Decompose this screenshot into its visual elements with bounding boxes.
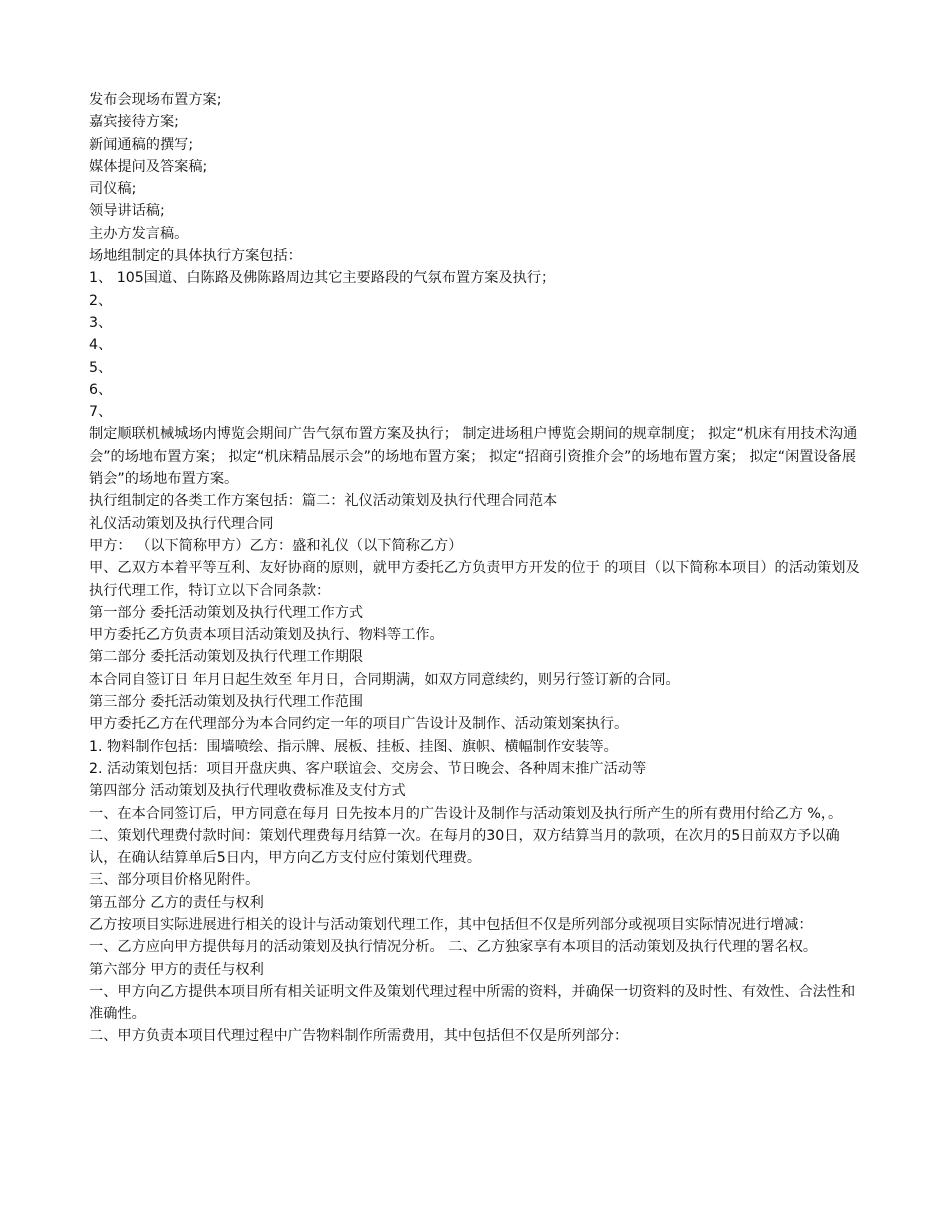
text-paragraph: 甲、乙双方本着平等互利、友好协商的原则，就甲方委托乙方负责甲方开发的位于 的项目（以下简称本项目）的活动策划及执行代理工作，特订立以下合同条款：: [89, 560, 860, 599]
list-number: 2、: [89, 292, 113, 309]
section-heading: 第六部分 甲方的责任与权利: [89, 961, 264, 978]
text-line: 执行组制定的各类工作方案包括：篇二：礼仪活动策划及执行代理合同范本: [89, 493, 558, 510]
text-line: 二、甲方负责本项目代理过程中广告物料制作所需费用，其中包括但不仅是所列部分：: [89, 1028, 629, 1045]
text-line: 本合同自签订日 年月日起生效至 年月日，合同期满，如双方同意续约，则另行签订新的合同。: [89, 671, 680, 688]
text-line: 场地组制定的具体执行方案包括：: [89, 248, 302, 265]
section-heading: 第四部分 活动策划及执行代理收费标准及支付方式: [89, 783, 406, 800]
section-heading: 第一部分 委托活动策划及执行代理工作方式: [89, 604, 364, 621]
text-line: 媒体提问及答案稿;: [89, 158, 208, 175]
list-number: 3、: [89, 314, 113, 331]
text-line: 甲方： （以下简称甲方）乙方：盛和礼仪（以下简称乙方）: [89, 537, 463, 554]
list-item: 1. 物料制作包括：围墙喷绘、指示牌、展板、挂板、挂图、旗帜、横幅制作安装等。: [89, 738, 618, 755]
text-line: 1、 105国道、白陈路及佛陈路周边其它主要路段的气氛布置方案及执行；: [89, 270, 556, 287]
text-paragraph: 制定顺联机械城场内博览会期间广告气氛布置方案及执行； 制定进场租户博览会期间的规章制度； 拟定“机床有用技术沟通会”的场地布置方案； 拟定“机床精品展示会”的场地布置方案； 拟定“招商引资推介会”的场地布置方案； 拟定“闲置设备展销会”的场地布置方案。: [89, 426, 858, 488]
list-number: 5、: [89, 359, 113, 376]
list-number: 6、: [89, 381, 113, 398]
document-page: [89, 89, 861, 1048]
text-paragraph: 二、策划代理费付款时间：策划代理费每月结算一次。在每月的30日，双方结算当月的款项，在次月的5日前双方予以确认，在确认结算单后5日内，甲方向乙方支付应付策划代理费。: [89, 827, 840, 867]
text-line: 新闻通稿的撰写;: [89, 136, 194, 153]
text-line: 嘉宾接待方案;: [89, 114, 179, 131]
text-line: 主办方发言稿。: [89, 225, 189, 242]
list-number: 4、: [89, 337, 113, 354]
text-line: 司仪稿;: [89, 181, 137, 198]
text-line: 甲方委托乙方负责本项目活动策划及执行、物料等工作。: [89, 627, 444, 644]
text-paragraph: 一、在本合同签订后，甲方同意在每月 日先按本月的广告设计及制作与活动策划及执行所产生的所有费用付给乙方 %，。: [89, 805, 843, 822]
contract-title: 礼仪活动策划及执行代理合同: [89, 515, 274, 532]
section-heading: 第二部分 委托活动策划及执行代理工作期限: [89, 649, 364, 666]
text-line: 发布会现场布置方案;: [89, 92, 222, 108]
list-number: 7、: [89, 404, 113, 421]
text-paragraph: 一、乙方应向甲方提供每月的活动策划及执行情况分析。 二、乙方独家享有本项目的活动策划及执行代理的署名权。: [89, 939, 818, 956]
section-heading: 第三部分 委托活动策划及执行代理工作范围: [89, 694, 364, 711]
section-heading: 第五部分 乙方的责任与权利: [89, 894, 264, 911]
text-paragraph: 一、甲方向乙方提供本项目所有相关证明文件及策划代理过程中所需的资料，并确保一切资料的及时性、有效性、合法性和准确性。: [89, 983, 856, 1023]
text-line: 三、部分项目价格见附件。: [89, 872, 260, 889]
list-item: 2. 活动策划包括：项目开盘庆典、客户联谊会、交房会、节日晚会、各种周末推广活动等: [89, 760, 647, 777]
text-line: 领导讲话稿;: [89, 203, 165, 220]
text-line: 甲方委托乙方在代理部分为本合同约定一年的项目广告设计及制作、活动策划案执行。: [89, 716, 629, 733]
text-paragraph: 乙方按项目实际进展进行相关的设计与活动策划代理工作，其中包括但不仅是所列部分或视项目实际情况进行增减：: [89, 916, 813, 933]
